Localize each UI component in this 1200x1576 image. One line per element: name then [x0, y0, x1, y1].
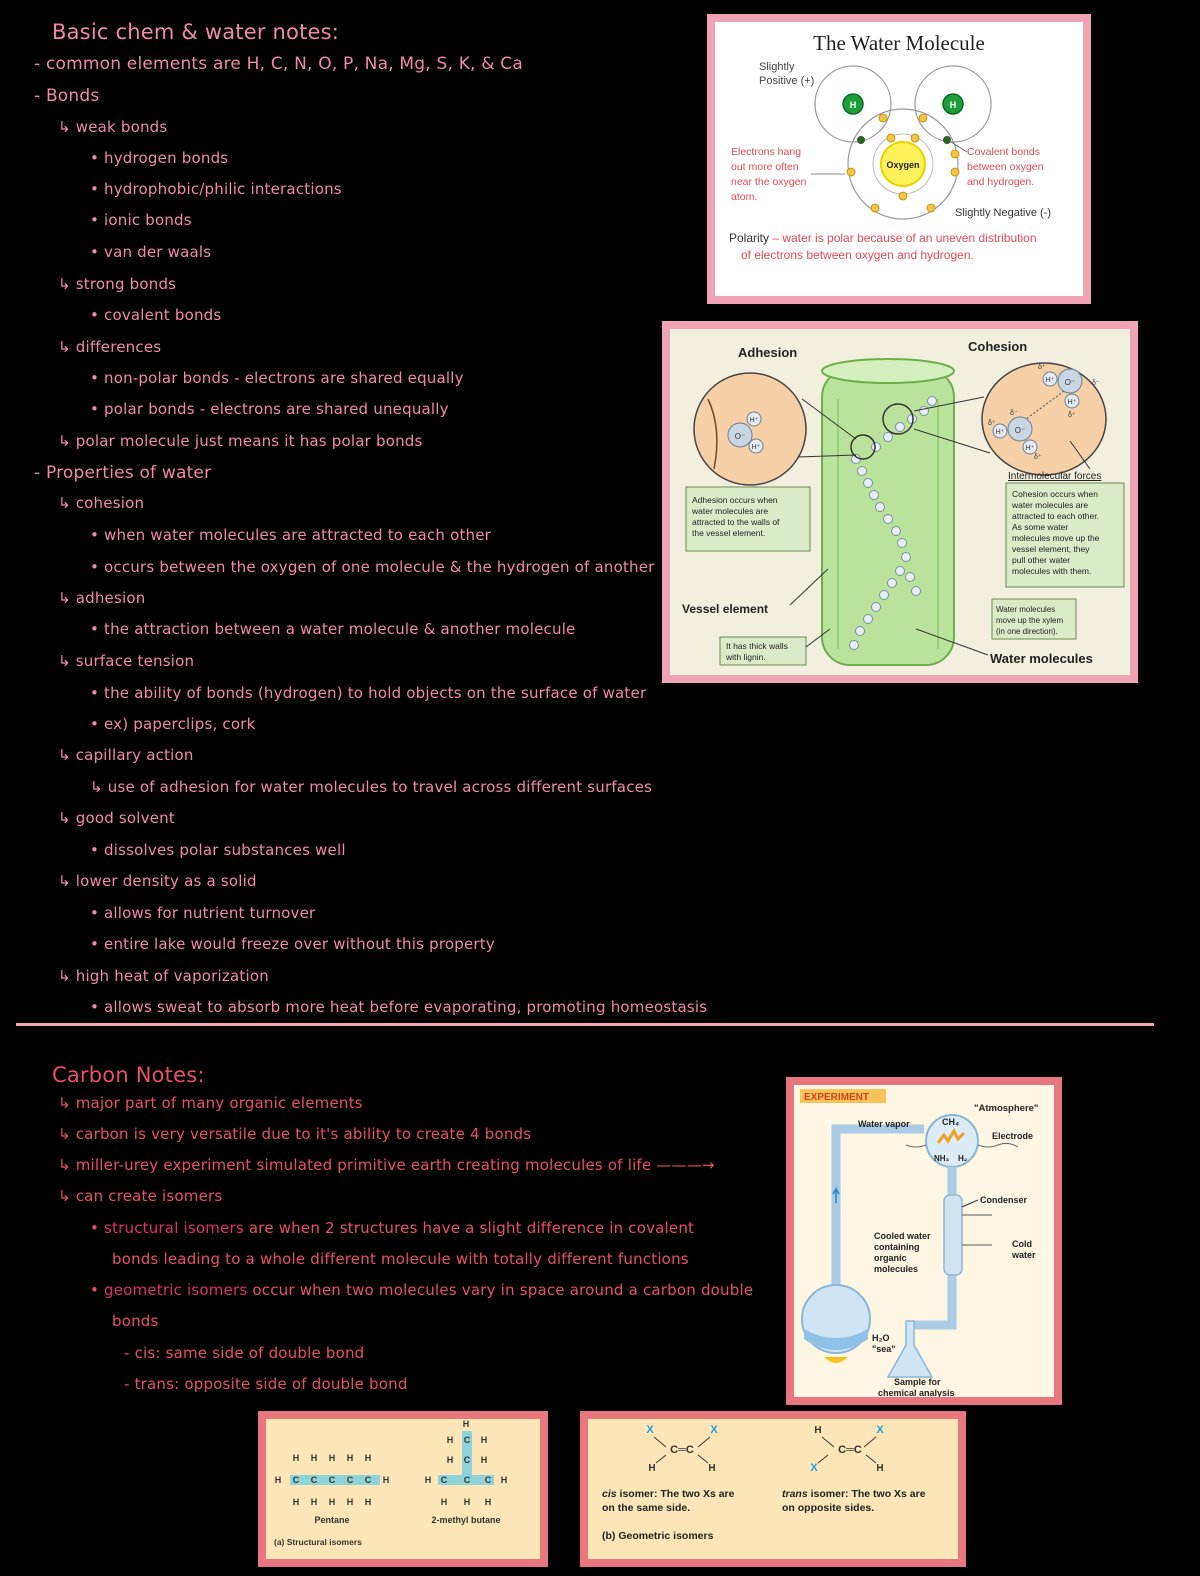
svg-text:attracted to each other.: attracted to each other.	[1012, 511, 1099, 521]
svg-text:H: H	[310, 1453, 318, 1463]
note-line: ↳ cohesion	[58, 494, 145, 512]
notes-title: Basic chem & water notes:	[52, 20, 340, 44]
carbon-line: ↳ carbon is very versatile due to it's ability to create 4 bonds	[58, 1125, 532, 1143]
note-line: • ex) paperclips, cork	[90, 715, 256, 733]
delta-plus: δ⁺	[988, 420, 996, 427]
note-line: • van der waals	[90, 243, 212, 261]
svg-text:H: H	[310, 1497, 318, 1507]
note-line: - Properties of water	[34, 463, 212, 483]
hydrogen-label: H⁺	[1067, 399, 1077, 406]
hydrogen-label: H⁺	[749, 417, 759, 424]
svg-text:H: H	[876, 1463, 884, 1474]
note-line: • polar bonds - electrons are shared unequally	[90, 400, 449, 418]
note-line: ↳ use of adhesion for water molecules to travel across different surfaces	[90, 778, 653, 796]
cooled-label: Cooled water	[874, 1231, 931, 1241]
svg-text:H: H	[814, 1425, 822, 1436]
note-line: ↳ capillary action	[58, 746, 194, 764]
svg-text:C: C	[364, 1475, 372, 1485]
move-text: Water molecules	[996, 605, 1056, 614]
svg-text:H: H	[328, 1453, 336, 1463]
hydrogen-label: H	[849, 100, 857, 110]
svg-text:H: H	[346, 1497, 354, 1507]
svg-text:Adhesion occurs when: Adhesion occurs when	[692, 495, 778, 505]
svg-text:H: H	[480, 1455, 488, 1465]
note-line: ↳ differences	[58, 338, 162, 356]
svg-text:C: C	[328, 1475, 336, 1485]
positive-label: Positive (+)	[759, 75, 815, 87]
svg-text:H: H	[440, 1497, 448, 1507]
svg-text:C: C	[484, 1475, 492, 1485]
structural-term: structural isomers	[104, 1219, 244, 1237]
ch4-label: CH₄	[942, 1117, 960, 1127]
delta-minus: δ⁻	[1010, 410, 1018, 417]
shared-electron	[943, 136, 951, 144]
cis-structure	[646, 1424, 718, 1474]
cooled-label: containing	[874, 1242, 920, 1252]
delta-plus: δ⁺	[1034, 454, 1042, 461]
svg-text:X: X	[710, 1424, 718, 1436]
note-line: • allows for nutrient turnover	[90, 904, 316, 922]
svg-text:C: C	[440, 1475, 448, 1485]
water-vapor-label: Water vapor	[858, 1119, 910, 1129]
cooled-label: organic	[874, 1253, 907, 1263]
note-line: ↳ surface tension	[58, 652, 195, 670]
svg-text:molecules with them.: molecules with them.	[1012, 566, 1092, 576]
svg-text:H: H	[424, 1475, 432, 1485]
water-molecule-diagram	[715, 22, 1083, 296]
sea-label: "sea"	[872, 1344, 896, 1354]
water-molecules-label: Water molecules	[990, 651, 1093, 666]
note-line: • covalent bonds	[90, 306, 222, 324]
carbon-line: - trans: opposite side of double bond	[124, 1375, 408, 1393]
move-text: (in one direction).	[996, 627, 1058, 636]
geometric-rest: occur when two molecules vary in space around a carbon double	[247, 1281, 754, 1299]
electrons-note	[731, 146, 806, 203]
carbon-line: • geometric isomers occur when two molecules vary in space around a carbon double	[90, 1281, 754, 1299]
svg-text:X: X	[646, 1424, 654, 1436]
intermolecular-label: Intermolecular forces	[1008, 471, 1102, 482]
svg-text:H: H	[292, 1453, 300, 1463]
svg-text:water molecules are: water molecules are	[1012, 500, 1089, 510]
note-line: ↳ weak bonds	[58, 118, 168, 136]
svg-text:Covalent bonds: Covalent bonds	[967, 146, 1040, 158]
carbon-line: ↳ major part of many organic elements	[58, 1094, 363, 1112]
svg-text:out more often: out more often	[731, 161, 799, 173]
note-line: • dissolves polar substances well	[90, 841, 346, 859]
note-line: ↳ polar molecule just means it has polar bonds	[58, 432, 423, 450]
negative-label: Slightly Negative (-)	[955, 207, 1051, 219]
svg-text:C: C	[292, 1475, 300, 1485]
svg-text:Electrons hang: Electrons hang	[731, 146, 802, 158]
experiment-diagram	[794, 1085, 1054, 1397]
delta-minus: δ⁻	[1092, 380, 1100, 387]
adhesion-title: Adhesion	[738, 345, 798, 360]
svg-text:C: C	[346, 1475, 354, 1485]
vessel-top	[822, 359, 954, 383]
electrode-wire	[906, 1145, 926, 1147]
water-molecule-title: The Water Molecule	[813, 31, 985, 55]
experiment-card	[786, 1077, 1062, 1405]
hydrogen-label: H⁺	[751, 444, 761, 451]
delta-plus: δ⁺	[1038, 364, 1046, 371]
cold-water-pipes	[962, 1215, 992, 1245]
move-text: move up the xylem	[996, 616, 1064, 625]
note-line: • hydrogen bonds	[90, 149, 229, 167]
note-line: - Bonds	[34, 86, 100, 106]
note-line: ↳ lower density as a solid	[58, 872, 257, 890]
trans-structure	[810, 1424, 884, 1474]
lignin-text: It has thick walls	[726, 641, 788, 651]
atmosphere-label: "Atmosphere"	[974, 1103, 1039, 1114]
svg-text:C═C: C═C	[838, 1444, 862, 1456]
svg-text:H: H	[484, 1497, 492, 1507]
note-line: • allows sweat to absorb more heat before evaporating, promoting homeostasis	[90, 998, 708, 1016]
heat-source	[824, 1357, 848, 1363]
svg-text:pull other water: pull other water	[1012, 555, 1071, 565]
note-line: • non-polar bonds - electrons are shared equally	[90, 369, 464, 387]
note-line: - common elements are H, C, N, O, P, Na, Mg, S, K, & Ca	[34, 54, 523, 74]
svg-text:H: H	[292, 1497, 300, 1507]
polarity-text: of electrons between oxygen and hydrogen.	[741, 248, 974, 262]
note-line: • when water molecules are attracted to each other	[90, 526, 492, 544]
hydrogen-label: H⁺	[1025, 445, 1035, 452]
svg-text:C: C	[463, 1455, 471, 1465]
svg-text:H: H	[382, 1475, 390, 1485]
svg-text:H: H	[463, 1497, 471, 1507]
svg-text:molecules move up the: molecules move up the	[1012, 533, 1100, 543]
connector	[962, 1200, 978, 1207]
condenser	[944, 1195, 962, 1275]
oxygen-label: Oxygen	[886, 160, 920, 170]
geometric-isomers-diagram	[588, 1419, 958, 1559]
sample-label: chemical analysis	[878, 1388, 955, 1397]
condenser-label: Condenser	[980, 1195, 1028, 1205]
svg-text:between oxygen: between oxygen	[967, 161, 1044, 173]
oxygen-label: O⁻	[1014, 426, 1026, 435]
svg-text:H: H	[274, 1475, 282, 1485]
structural-caption: (a) Structural isomers	[274, 1537, 362, 1547]
nh3-label: NH₃	[934, 1154, 950, 1163]
svg-text:H: H	[708, 1463, 716, 1474]
oxygen-label: O⁻	[1064, 378, 1076, 387]
cold-water-label: water	[1012, 1250, 1036, 1260]
note-line: • ionic bonds	[90, 211, 192, 229]
svg-text:H: H	[446, 1455, 454, 1465]
note-line: ↳ high heat of vaporization	[58, 967, 269, 985]
carbon-title: Carbon Notes:	[52, 1063, 205, 1087]
carbon-line: • structural isomers are when 2 structures have a slight difference in covalent	[90, 1219, 695, 1237]
note-line: ↳ strong bonds	[58, 275, 177, 293]
note-line: • hydrophobic/philic interactions	[90, 180, 342, 198]
svg-text:H: H	[480, 1435, 488, 1445]
svg-text:H: H	[364, 1497, 372, 1507]
structural-rest: are when 2 structures have a slight difference in covalent	[243, 1219, 695, 1237]
lignin-text: with lignin.	[726, 652, 766, 662]
svg-text:Cohesion occurs when: Cohesion occurs when	[1012, 489, 1098, 499]
trans-caption: trans isomer: The two Xs are	[782, 1488, 926, 1500]
geometric-isomers-card	[580, 1411, 966, 1567]
svg-text:near the oxygen: near the oxygen	[731, 176, 807, 188]
electrode-wire	[978, 1143, 1018, 1147]
svg-text:and hydrogen.: and hydrogen.	[967, 176, 1035, 188]
svg-text:H: H	[364, 1453, 372, 1463]
electrode-label: Electrode	[992, 1131, 1034, 1141]
svg-text:H: H	[462, 1419, 470, 1429]
delta-plus: δ⁺	[1068, 412, 1076, 419]
svg-text:atom.: atom.	[731, 191, 758, 203]
carbon-line: bonds leading to a whole different molecule with totally different functions	[112, 1250, 689, 1268]
note-line: ↳ adhesion	[58, 589, 146, 607]
shared-electron	[857, 136, 865, 144]
svg-text:X: X	[810, 1462, 818, 1474]
h2-label: H₂	[958, 1154, 968, 1163]
cohesion-title: Cohesion	[968, 339, 1028, 354]
carbon-line: ↳ can create isomers	[58, 1187, 223, 1205]
hydrogen-label: H⁺	[1045, 377, 1055, 384]
svg-text:vessel element, they: vessel element, they	[1012, 544, 1090, 554]
svg-text:the vessel element.: the vessel element.	[692, 528, 766, 538]
sample-label: Sample for	[894, 1377, 941, 1387]
pentane-label: Pentane	[314, 1515, 350, 1525]
geometric-caption: (b) Geometric isomers	[602, 1530, 714, 1542]
cooled-label: molecules	[874, 1264, 919, 1274]
svg-text:C═C: C═C	[670, 1444, 694, 1456]
trans-caption: on opposite sides.	[782, 1502, 875, 1514]
positive-label: Slightly	[759, 61, 795, 73]
svg-text:C: C	[310, 1475, 318, 1485]
svg-text:H: H	[328, 1497, 336, 1507]
svg-text:H: H	[346, 1453, 354, 1463]
water-molecule-card	[707, 14, 1091, 304]
carbon-line: bonds	[112, 1312, 159, 1330]
xylem-diagram	[670, 329, 1130, 675]
svg-text:attracted to the walls of: attracted to the walls of	[692, 517, 780, 527]
note-line: ↳ good solvent	[58, 809, 175, 827]
structural-isomers-diagram	[266, 1419, 540, 1559]
cis-caption: cis isomer: The two Xs are	[602, 1488, 735, 1500]
experiment-label: EXPERIMENT	[804, 1092, 870, 1103]
carbon-line: - cis: same side of double bond	[124, 1344, 365, 1362]
svg-text:H: H	[446, 1435, 454, 1445]
hydrogen-label: H	[949, 100, 957, 110]
xylem-card	[662, 321, 1138, 683]
cold-water-label: Cold	[1012, 1239, 1032, 1249]
note-line: • entire lake would freeze over without this property	[90, 935, 495, 953]
note-line: • the attraction between a water molecule & another molecule	[90, 620, 576, 638]
oxygen-label: O⁻	[734, 432, 746, 441]
methylbutane-label: 2-methyl butane	[431, 1515, 501, 1525]
svg-text:H: H	[648, 1463, 656, 1474]
carbon-line: ↳ miller-urey experiment simulated primitive earth creating molecules of life ———→	[58, 1156, 715, 1174]
cis-caption: on the same side.	[602, 1502, 691, 1514]
hydrogen-label: H⁺	[995, 429, 1005, 436]
svg-text:As some water: As some water	[1012, 522, 1069, 532]
covalent-note	[967, 146, 1044, 188]
section-divider	[16, 1023, 1154, 1026]
svg-text:C: C	[463, 1435, 471, 1445]
sea-label: H₂O	[872, 1333, 890, 1343]
svg-text:C: C	[463, 1475, 471, 1485]
svg-text:water molecules are: water molecules are	[692, 506, 769, 516]
structural-isomers-card	[258, 1411, 548, 1567]
svg-text:X: X	[876, 1424, 884, 1436]
vessel-label: Vessel element	[682, 602, 769, 616]
note-line: • the ability of bonds (hydrogen) to hold objects on the surface of water	[90, 684, 647, 702]
note-line: • occurs between the oxygen of one molecule & the hydrogen of another	[90, 558, 655, 576]
polarity-text: Polarity – water is polar because of an uneven distribution	[729, 231, 1037, 245]
svg-text:H: H	[500, 1475, 508, 1485]
geometric-term: geometric isomers	[104, 1281, 248, 1299]
